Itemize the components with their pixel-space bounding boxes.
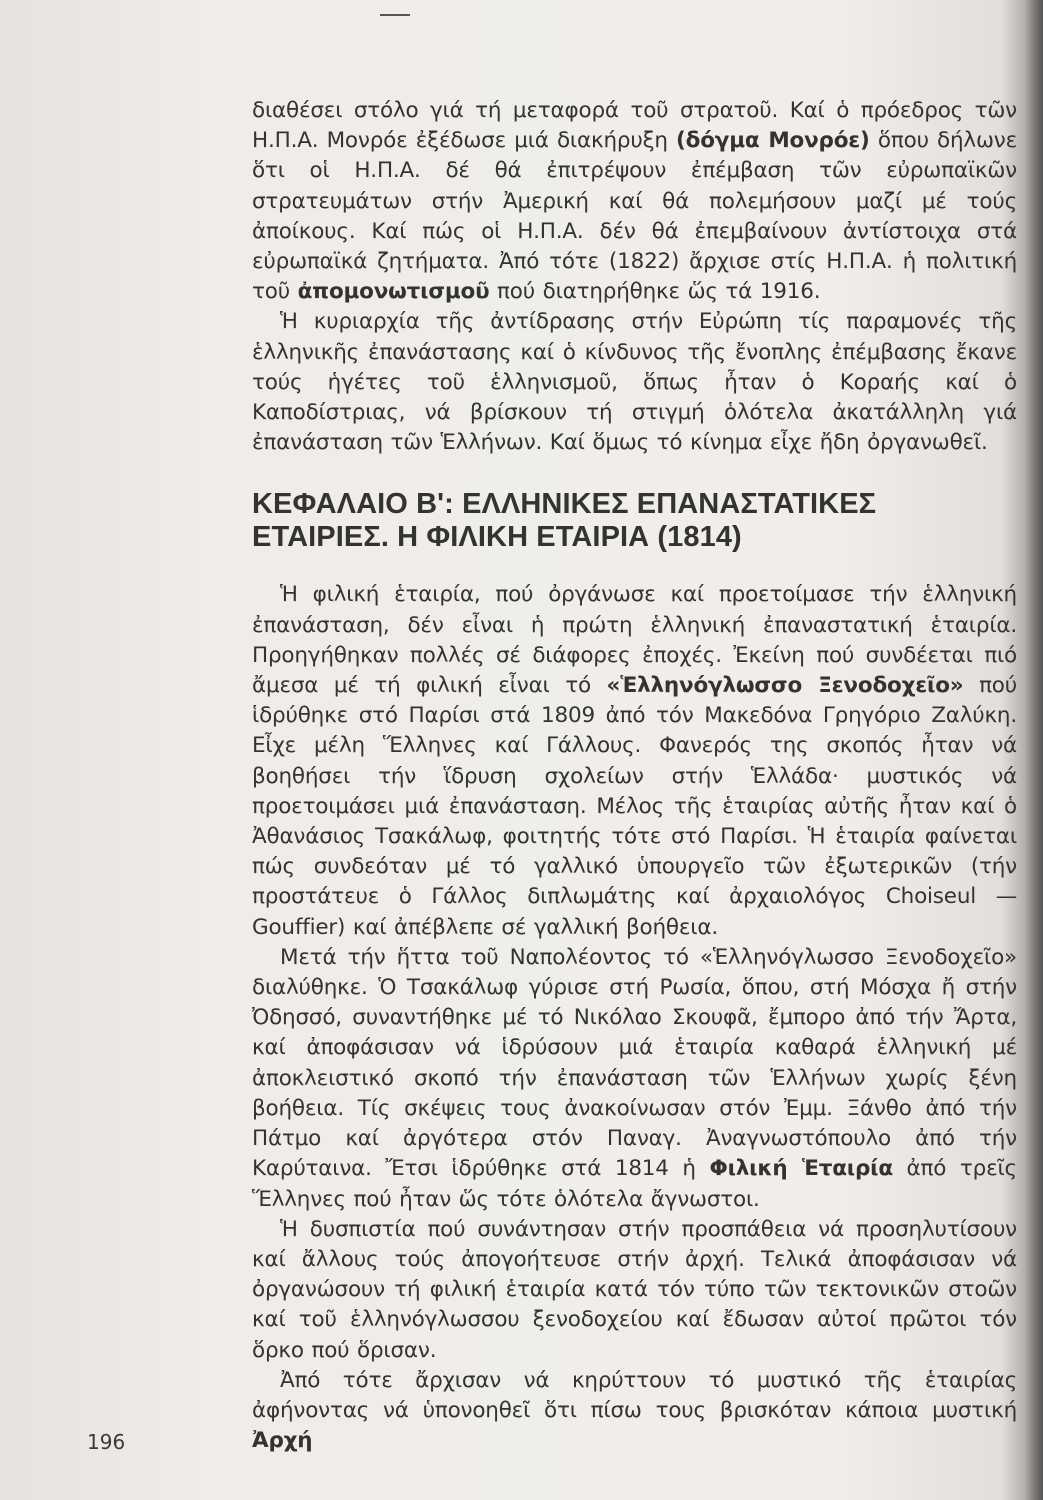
- text-run: Ἡ φιλική ἑταιρία, πού ὀργάνωσε καί προετοίμασε τήν ἑλληνική ἐπανάσταση, δέν εἶναι ἡ πρώτη ἑλληνική ἐπαναστατική ἑταιρία. Προηγήθηκαν πολλές σέ διάφορες ἐποχές. Ἐκείνη πού συνδέεται πιό ἄμεσα μέ τή φιλική εἶναι τό: [252, 582, 1017, 699]
- text-run: Ἡ κυριαρχία τῆς ἀντίδρασης στήν Εὐρώπη τίς παραμονές τῆς ἑλληνικῆς ἐπανάστασης καί ὁ κίνδυνος τῆς ἔνοπλης ἐπέμβασης ἔκανε τούς ἡγέτες τοῦ ἑλληνισμοῦ, ὅπως ἦταν ὁ Κοραής καί ὁ Καποδίστριας, νά βρίσκουν τή στιγμή ὁλότελα ἀκατάλληλη γιά ἐπανάσταση τῶν Ἑλλήνων. Καί ὅμως τό κίνημα εἶχε ἤδη ὀργανωθεῖ.: [252, 309, 1017, 456]
- page-number: 196: [87, 1430, 126, 1454]
- bold-term: ἀπομονωτισμοῦ: [297, 279, 490, 305]
- paragraph: [252, 943, 1017, 1215]
- text-run: Ἀπό τότε ἄρχισαν νά κηρύττουν τό μυστικό τῆς ἑταιρίας ἀφήνοντας νά ὑπονοηθεῖ ὅτι πίσω τους βρισκόταν κάποια μυστική: [252, 1367, 1017, 1423]
- text-run: ἀπό τρεῖς Ἕλληνες πού ἦταν ὥς τότε ὁλότελα ἄγνωστοι.: [252, 1156, 1017, 1212]
- bold-term: «Ἑλληνόγλωσσο Ξενοδοχεῖο»: [606, 673, 964, 699]
- paragraphs-before-heading: [252, 96, 1017, 458]
- paragraph: [252, 96, 1017, 307]
- paragraph: [252, 580, 1017, 942]
- text-run: διαθέσει στόλο γιά τή μεταφορά τοῦ στρατοῦ. Καί ὁ πρόεδρος τῶν Η.Π.Α. Μονρόε ἐξέδωσε μιά διακήρυξη: [252, 98, 1017, 154]
- text-run: πού ἱδρύθηκε στό Παρίσι στά 1809 ἀπό τόν Μακεδόνα Γρηγόριο Ζαλύκη. Εἶχε μέλη Ἕλληνες καί Γάλλους. Φανερός της σκοπός ἦταν νά βοηθήσει τήν ἵδρυση σχολείων στήν Ἑλλάδα· μυστικός νά προετοιμάσει μιά ἐπανάσταση. Μέλος τῆς ἑταιρίας αὐτῆς ἦταν καί ὁ Ἀθανάσιος Τσακάλωφ, φοιτητής τότε στό Παρίσι. Ἡ ἑταιρία φαίνεται πώς συνδεόταν μέ τό γαλλικό ὑπουργεῖο τῶν ἐξωτερικῶν (τήν προστάτευε ὁ Γάλλος διπλωμάτης καί ἀρχαιολόγος Choiseul — Gouffier) καί ἀπέβλεπε σέ γαλλική βοήθεια.: [252, 673, 1018, 940]
- paragraph: [252, 307, 1017, 458]
- bold-term: (δόγμα Μονρόε): [676, 128, 870, 154]
- page-mark: [380, 14, 410, 16]
- text-run: ὅπου δήλωνε ὅτι οἱ Η.Π.Α. δέ θά ἐπιτρέψουν ἐπέμβαση τῶν εὐρωπαϊκῶν στρατευμάτων στήν Ἀμερική καί θά πολεμήσουν μαζί μέ τούς ἀποίκους. Καί πώς οἱ Η.Π.Α. δέν θά ἐπεμβαίνουν ἀντίστοιχα στά εὐρωπαϊκά ζητήματα. Ἀπό τότε (1822) ἄρχισε στίς Η.Π.Α. ἡ πολιτική τοῦ: [252, 128, 1017, 305]
- bold-term: Ἀρχή: [252, 1428, 313, 1454]
- chapter-heading: ΚΕΦΑΛΑΙΟ Β': ΕΛΛΗΝΙΚΕΣ ΕΠΑΝΑΣΤΑΤΙΚΕΣ ΕΤΑΙΡΙΕΣ. Η ΦΙΛΙΚΗ ΕΤΑΙΡΙΑ (1814): [252, 488, 877, 554]
- text-run: πού διατηρήθηκε ὥς τά 1916.: [489, 279, 821, 305]
- text-run: Μετά τήν ἥττα τοῦ Ναπολέοντος τό «Ἑλληνόγλωσσο Ξενοδοχεῖο» διαλύθηκε. Ὁ Τσακάλωφ γύρισε στή Ρωσία, ὅπου, στή Μόσχα ἤ στήν Ὀδησσό, συναντήθηκε μέ τό Νικόλαο Σκουφᾶ, ἔμπορο ἀπό τήν Ἄρτα, καί ἀποφάσισαν νά ἱδρύσουν μιά ἑταιρία καθαρά ἑλληνική μέ ἀποκλειστικό σκοπό τήν ἐπανάσταση τῶν Ἑλλήνων χωρίς ξένη βοήθεια. Τίς σκέψεις τους ἀνακοίνωσαν στόν Ἐμμ. Ξάνθο ἀπό τήν Πάτμο καί ἀργότερα στόν Παναγ. Ἀναγνωστόπουλο ἀπό τήν Καρύταινα. Ἔτσι ἱδρύθηκε στά 1814 ἡ: [252, 944, 1017, 1182]
- paragraph: [252, 1366, 1017, 1457]
- page-gutter-shadow: [1025, 0, 1043, 1500]
- bold-term: Φιλική Ἑταιρία: [709, 1156, 893, 1182]
- paragraphs-after-heading: [252, 580, 1017, 1456]
- body-text: [252, 96, 1017, 1456]
- paragraph: [252, 1215, 1017, 1366]
- text-run: Ἡ δυσπιστία πού συνάντησαν στήν προσπάθεια νά προσηλυτίσουν καί ἄλλους τούς ἀπογοήτευσε στήν ἀρχή. Τελικά ἀποφάσισαν νά ὀργανώσουν τή φιλική ἑταιρία κατά τόν τύπο τῶν τεκτονικῶν στοῶν καί τοῦ ἑλληνόγλωσσου ξενοδοχείου καί ἔδωσαν αὐτοί πρῶτοι τόν ὅρκο πού ὅρισαν.: [252, 1216, 1017, 1363]
